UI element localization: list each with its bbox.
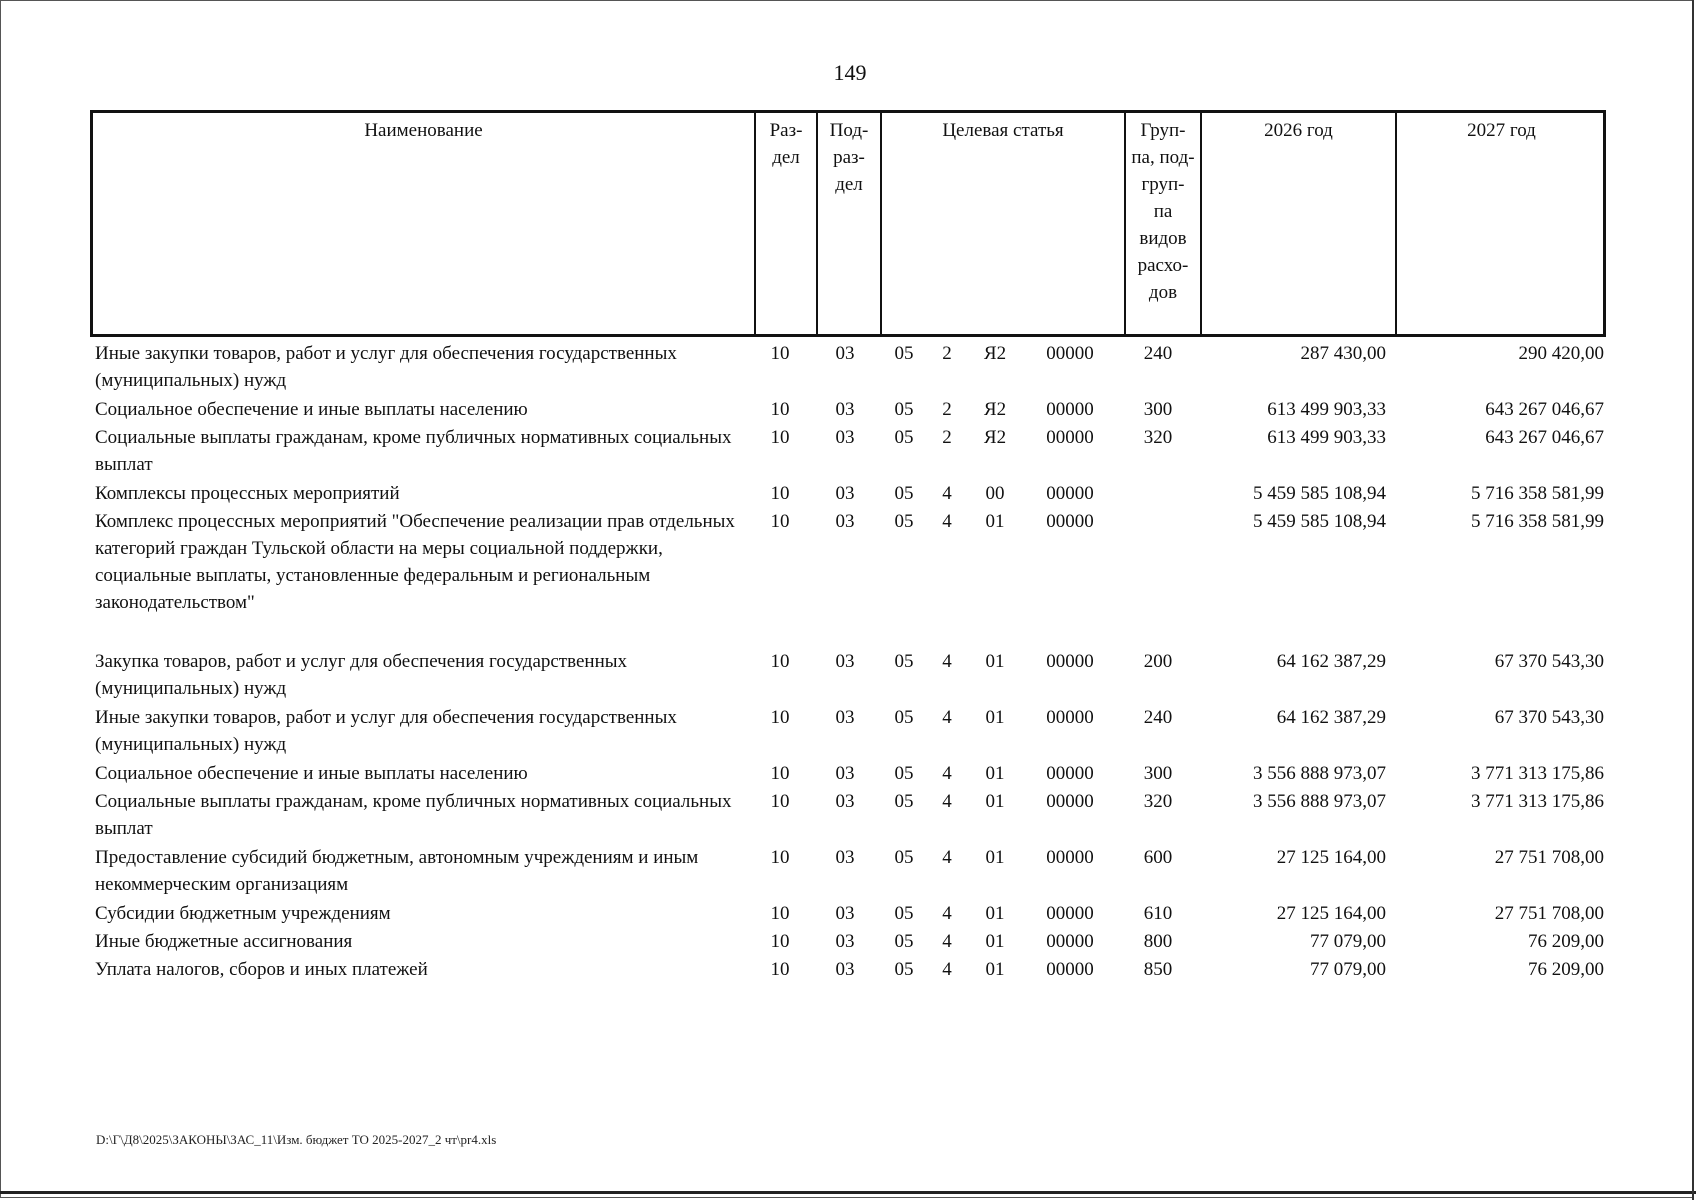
row-podrazdel: 03 [835, 931, 855, 952]
row-podrazdel: 03 [835, 399, 855, 420]
row-name: Социальные выплаты гражданам, кроме публичных нормативных социальных выплат [95, 427, 732, 475]
row-2026: 77 079,00 [1310, 931, 1386, 952]
row-target-1: 05 [894, 903, 914, 924]
row-2027: 67 370 543,30 [1494, 707, 1604, 728]
row-name: Социальное обеспечение и иные выплаты населению [95, 399, 528, 420]
row-target-3: 01 [985, 707, 1005, 728]
row-target-3: 01 [985, 847, 1005, 868]
row-target-1: 05 [894, 511, 914, 532]
row-target-1: 05 [894, 931, 914, 952]
row-target-1: 05 [894, 763, 914, 784]
row-target-2: 4 [942, 483, 952, 504]
row-target-3: Я2 [983, 427, 1007, 448]
header-group: Груп- па, под- груп- па видов расхо- дов [1124, 113, 1200, 334]
row-group: 610 [1143, 903, 1173, 924]
row-target-2: 4 [942, 707, 952, 728]
file-path-footer: D:\Г\Д8\2025\ЗАКОНЫ\ЗАС_11\Изм. бюджет ТО 2025-2027_2 чт\pr4.xls [96, 1132, 497, 1147]
row-podrazdel: 03 [835, 511, 855, 532]
row-2027: 5 716 358 581,99 [1471, 511, 1604, 532]
row-target-3: 01 [985, 903, 1005, 924]
row-2027: 76 209,00 [1528, 959, 1604, 980]
row-target-2: 2 [942, 399, 952, 420]
row-target-2: 4 [942, 931, 952, 952]
row-group: 800 [1143, 931, 1173, 952]
row-podrazdel: 03 [835, 427, 855, 448]
row-2027: 643 267 046,67 [1485, 399, 1604, 420]
row-target-4: 00000 [1046, 763, 1094, 784]
row-2027: 5 716 358 581,99 [1471, 483, 1604, 504]
row-2027: 76 209,00 [1528, 931, 1604, 952]
row-target-1: 05 [894, 399, 914, 420]
row-razdel: 10 [770, 903, 790, 924]
row-podrazdel: 03 [835, 763, 855, 784]
row-2026: 27 125 164,00 [1276, 903, 1386, 924]
row-target-4: 00000 [1046, 427, 1094, 448]
header-razdel: Раз- дел [754, 113, 816, 334]
row-target-2: 4 [942, 763, 952, 784]
row-target-4: 00000 [1046, 651, 1094, 672]
row-target-3: 01 [985, 651, 1005, 672]
row-name: Предоставление субсидий бюджетным, автономным учреждениям и иным некоммерческим организациям [95, 847, 699, 895]
row-target-1: 05 [894, 343, 914, 364]
row-podrazdel: 03 [835, 791, 855, 812]
header-podrazdel: Под- раз- дел [816, 113, 880, 334]
row-target-4: 00000 [1046, 959, 1094, 980]
row-target-4: 00000 [1046, 903, 1094, 924]
row-podrazdel: 03 [835, 483, 855, 504]
row-podrazdel: 03 [835, 847, 855, 868]
row-target-4: 00000 [1046, 707, 1094, 728]
row-group: 320 [1143, 791, 1173, 812]
row-2027: 27 751 708,00 [1494, 903, 1604, 924]
row-razdel: 10 [770, 427, 790, 448]
row-target-3: 01 [985, 511, 1005, 532]
row-razdel: 10 [770, 707, 790, 728]
row-group: 600 [1143, 847, 1173, 868]
row-podrazdel: 03 [835, 903, 855, 924]
row-podrazdel: 03 [835, 651, 855, 672]
row-razdel: 10 [770, 847, 790, 868]
row-group: 200 [1143, 651, 1173, 672]
row-2026: 64 162 387,29 [1276, 651, 1386, 672]
row-razdel: 10 [770, 791, 790, 812]
row-2026: 613 499 903,33 [1267, 427, 1386, 448]
row-target-3: 00 [985, 483, 1005, 504]
row-2026: 613 499 903,33 [1267, 399, 1386, 420]
header-name: Наименование [364, 120, 483, 141]
row-target-4: 00000 [1046, 343, 1094, 364]
row-target-4: 00000 [1046, 791, 1094, 812]
row-2027: 27 751 708,00 [1494, 847, 1604, 868]
row-name: Иные бюджетные ассигнования [95, 931, 353, 952]
row-group: 240 [1143, 707, 1173, 728]
row-target-2: 2 [942, 343, 952, 364]
row-podrazdel: 03 [835, 707, 855, 728]
page-number: 149 [833, 60, 867, 85]
row-2026: 27 125 164,00 [1276, 847, 1386, 868]
row-target-2: 4 [942, 847, 952, 868]
row-name: Субсидии бюджетным учреждениям [95, 903, 391, 924]
row-2026: 3 556 888 973,07 [1253, 763, 1386, 784]
row-name: Комплекс процессных мероприятий "Обеспечение реализации прав отдельных категорий граждан Тульской области на меры социальной поддержки, социальные выплаты, установленные федеральным и региональным законодательством" [95, 511, 735, 613]
header-2026: 2026 год [1200, 113, 1395, 334]
row-razdel: 10 [770, 399, 790, 420]
row-target-2: 4 [942, 511, 952, 532]
row-2027: 3 771 313 175,86 [1471, 763, 1604, 784]
row-2026: 287 430,00 [1300, 343, 1386, 364]
row-target-4: 00000 [1046, 931, 1094, 952]
row-name: Уплата налогов, сборов и иных платежей [95, 959, 428, 980]
row-target-2: 2 [942, 427, 952, 448]
row-razdel: 10 [770, 483, 790, 504]
row-name: Социальное обеспечение и иные выплаты населению [95, 763, 528, 784]
row-2027: 3 771 313 175,86 [1471, 791, 1604, 812]
row-target-1: 05 [894, 791, 914, 812]
row-2027: 67 370 543,30 [1494, 651, 1604, 672]
row-group: 300 [1143, 399, 1173, 420]
row-target-1: 05 [894, 427, 914, 448]
row-group: 300 [1143, 763, 1173, 784]
row-target-2: 4 [942, 959, 952, 980]
row-target-1: 05 [894, 959, 914, 980]
row-target-3: 01 [985, 931, 1005, 952]
row-name: Социальные выплаты гражданам, кроме публичных нормативных социальных выплат [95, 791, 732, 839]
row-group: 240 [1143, 343, 1173, 364]
row-podrazdel: 03 [835, 343, 855, 364]
row-2027: 290 420,00 [1518, 343, 1604, 364]
row-target-4: 00000 [1046, 399, 1094, 420]
row-target-3: 01 [985, 959, 1005, 980]
row-razdel: 10 [770, 343, 790, 364]
row-group: 320 [1143, 427, 1173, 448]
row-target-1: 05 [894, 707, 914, 728]
row-target-4: 00000 [1046, 483, 1094, 504]
row-podrazdel: 03 [835, 959, 855, 980]
row-target-3: Я2 [983, 399, 1007, 420]
row-name: Иные закупки товаров, работ и услуг для обеспечения государственных (муниципальных) нужд [95, 343, 677, 391]
row-target-3: Я2 [983, 343, 1007, 364]
row-name: Закупка товаров, работ и услуг для обеспечения государственных (муниципальных) нужд [95, 651, 628, 699]
row-target-2: 4 [942, 903, 952, 924]
row-target-1: 05 [894, 847, 914, 868]
row-2026: 77 079,00 [1310, 959, 1386, 980]
row-target-1: 05 [894, 651, 914, 672]
row-name: Иные закупки товаров, работ и услуг для обеспечения государственных (муниципальных) нужд [95, 707, 677, 755]
row-razdel: 10 [770, 511, 790, 532]
row-target-2: 4 [942, 651, 952, 672]
row-target-4: 00000 [1046, 511, 1094, 532]
row-2026: 5 459 585 108,94 [1253, 483, 1386, 504]
row-target-3: 01 [985, 763, 1005, 784]
row-2027: 643 267 046,67 [1485, 427, 1604, 448]
row-razdel: 10 [770, 651, 790, 672]
row-razdel: 10 [770, 763, 790, 784]
row-2026: 3 556 888 973,07 [1253, 791, 1386, 812]
row-2026: 64 162 387,29 [1276, 707, 1386, 728]
row-name: Комплексы процессных мероприятий [95, 483, 400, 504]
row-razdel: 10 [770, 931, 790, 952]
row-2026: 5 459 585 108,94 [1253, 511, 1386, 532]
row-target-4: 00000 [1046, 847, 1094, 868]
row-razdel: 10 [770, 959, 790, 980]
row-target-3: 01 [985, 791, 1005, 812]
row-target-1: 05 [894, 483, 914, 504]
row-target-2: 4 [942, 791, 952, 812]
header-2027: 2027 год [1395, 113, 1606, 334]
header-target: Целевая статья [880, 113, 1124, 334]
row-group: 850 [1143, 959, 1173, 980]
